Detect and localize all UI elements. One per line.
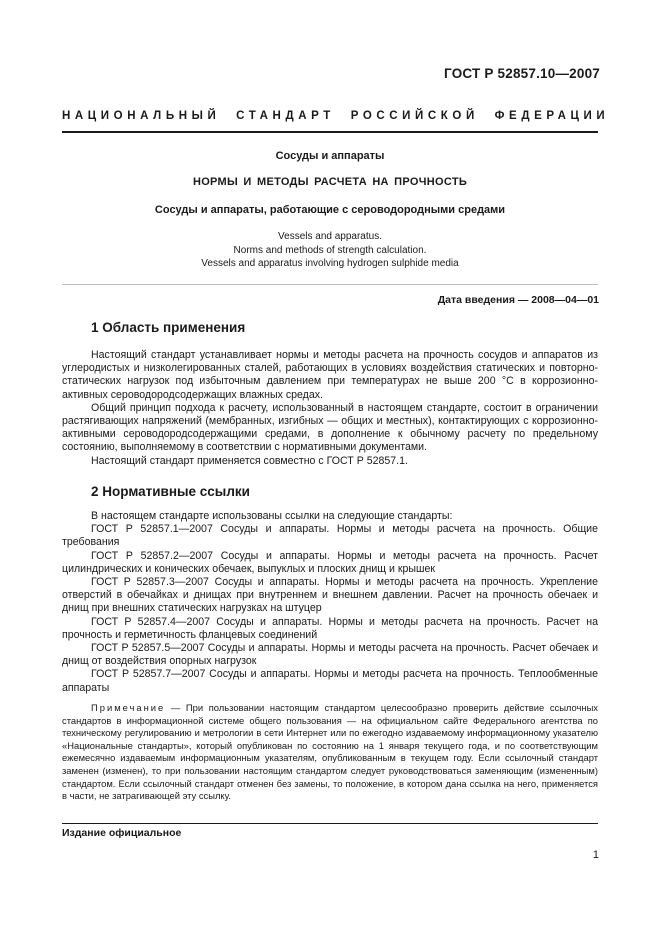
title-block xyxy=(62,150,598,284)
note-text: — При пользовании настоящим стандартом целесообразно проверить действие ссылочных стандартов в информационной системе общего пользования — на официальном сайте Федерального агентства по техническому регулированию и метрологии в сети Интернет или по ежегодно издаваемому информационному указателю «Национальные стандарты», который опубликован по состоянию на 1 января текущего года, и по соответствующим ежемесячно издаваемым информационным указателям, опубликованным в текущем году. Если ссылочный стандарт заменен (изменен), то при пользовании настоящим стандартом следует руководствоваться заменяющим (измененным) стандартом. Если ссылочный стандарт отменен без замены, то положение, в котором дана ссылка на него, применяется в части, не затрагивающей эту ссылку. xyxy=(62,702,598,802)
national-standard-banner: НАЦИОНАЛЬНЫЙ СТАНДАРТ РОССИЙСКОЙ ФЕДЕРАЦИИ xyxy=(62,110,610,122)
header-rule xyxy=(62,131,598,133)
footer-rule xyxy=(62,823,598,824)
section-heading-references: 2 Нормативные ссылки xyxy=(91,484,250,499)
section-heading-scope: 1 Область применения xyxy=(91,320,246,335)
reference-item: ГОСТ Р 52857.2—2007 Сосуды и аппараты. Нормы и методы расчета на прочность. Расчет цилиндрических и конических обечаек, выпуклых и плоских днищ и крышек xyxy=(62,549,598,575)
title-line-3: Сосуды и аппараты, работающие с сероводородными средами xyxy=(154,204,506,216)
edition-label: Издание официальное xyxy=(62,827,182,839)
reference-item: ГОСТ Р 52857.1—2007 Сосуды и аппараты. Нормы и методы расчета на прочность. Общие требования xyxy=(62,523,598,549)
paragraph: Настоящий стандарт устанавливает нормы и методы расчета на прочность сосудов и аппаратов из углеродистых и низколегированных сталей, работающих в условиях воздействия статических и повторно-статических нагрузок под избыточным давлением при температурах не выше 200 °С в коррозионно-активных сероводородсодержащих влажных средах. xyxy=(62,349,598,401)
title-line-2: НОРМЫ И МЕТОДЫ РАСЧЕТА НА ПРОЧНОСТЬ xyxy=(192,176,468,188)
english-title-line: Vessels and apparatus involving hydrogen sulphide media xyxy=(201,258,459,269)
english-title-line: Vessels and apparatus. xyxy=(278,231,382,242)
reference-item: ГОСТ Р 52857.7—2007 Сосуды и аппараты. Нормы и методы расчета на прочность. Теплообменные аппараты xyxy=(62,668,598,694)
section-body-references xyxy=(62,510,598,695)
reference-item: ГОСТ Р 52857.3—2007 Сосуды и аппараты. Нормы и методы расчета на прочность. Укрепление отверстий в обечайках и днищах при внутреннем и внешнем давлении. Расчет на прочность обечаек и днищ при внешних статических нагрузках на штуцер xyxy=(62,576,598,615)
document-code: ГОСТ Р 52857.10—2007 xyxy=(444,66,600,81)
reference-item: ГОСТ Р 52857.5—2007 Сосуды и аппараты. Нормы и методы расчета на прочность. Расчет обечаек и днищ от воздействия опорных нагрузок xyxy=(62,642,598,668)
page-number: 1 xyxy=(592,849,599,861)
section-body-scope xyxy=(62,349,598,468)
note-label: Примечание xyxy=(91,702,166,713)
paragraph: Общий принцип подхода к расчету, использованный в настоящем стандарте, состоит в ограничении растягивающих напряжений (мембранных, изгибных — общих и местных), контактирующих с коррозионно-активными сероводородсодержащими средами, в дополнение к обычному расчету по предельному состоянию, выполняемому в соответствии с нормативными документами. xyxy=(62,401,598,454)
english-title-line: Norms and methods of strength calculation. xyxy=(233,244,427,256)
reference-item: ГОСТ Р 52857.4—2007 Сосуды и аппараты. Нормы и методы расчета на прочность. Расчет на прочность и герметичность фланцевых соединений xyxy=(62,615,598,641)
introduction-date: Дата введения — 2008—04—01 xyxy=(437,294,599,306)
note-block xyxy=(62,702,598,803)
english-title xyxy=(62,230,598,271)
paragraph: Настоящий стандарт применяется совместно с ГОСТ Р 52857.1. xyxy=(91,454,408,467)
paragraph: В настоящем стандарте использованы ссылки на следующие стандарты: xyxy=(91,510,453,522)
title-line-1: Сосуды и аппараты xyxy=(275,150,385,162)
title-rule xyxy=(62,284,598,285)
